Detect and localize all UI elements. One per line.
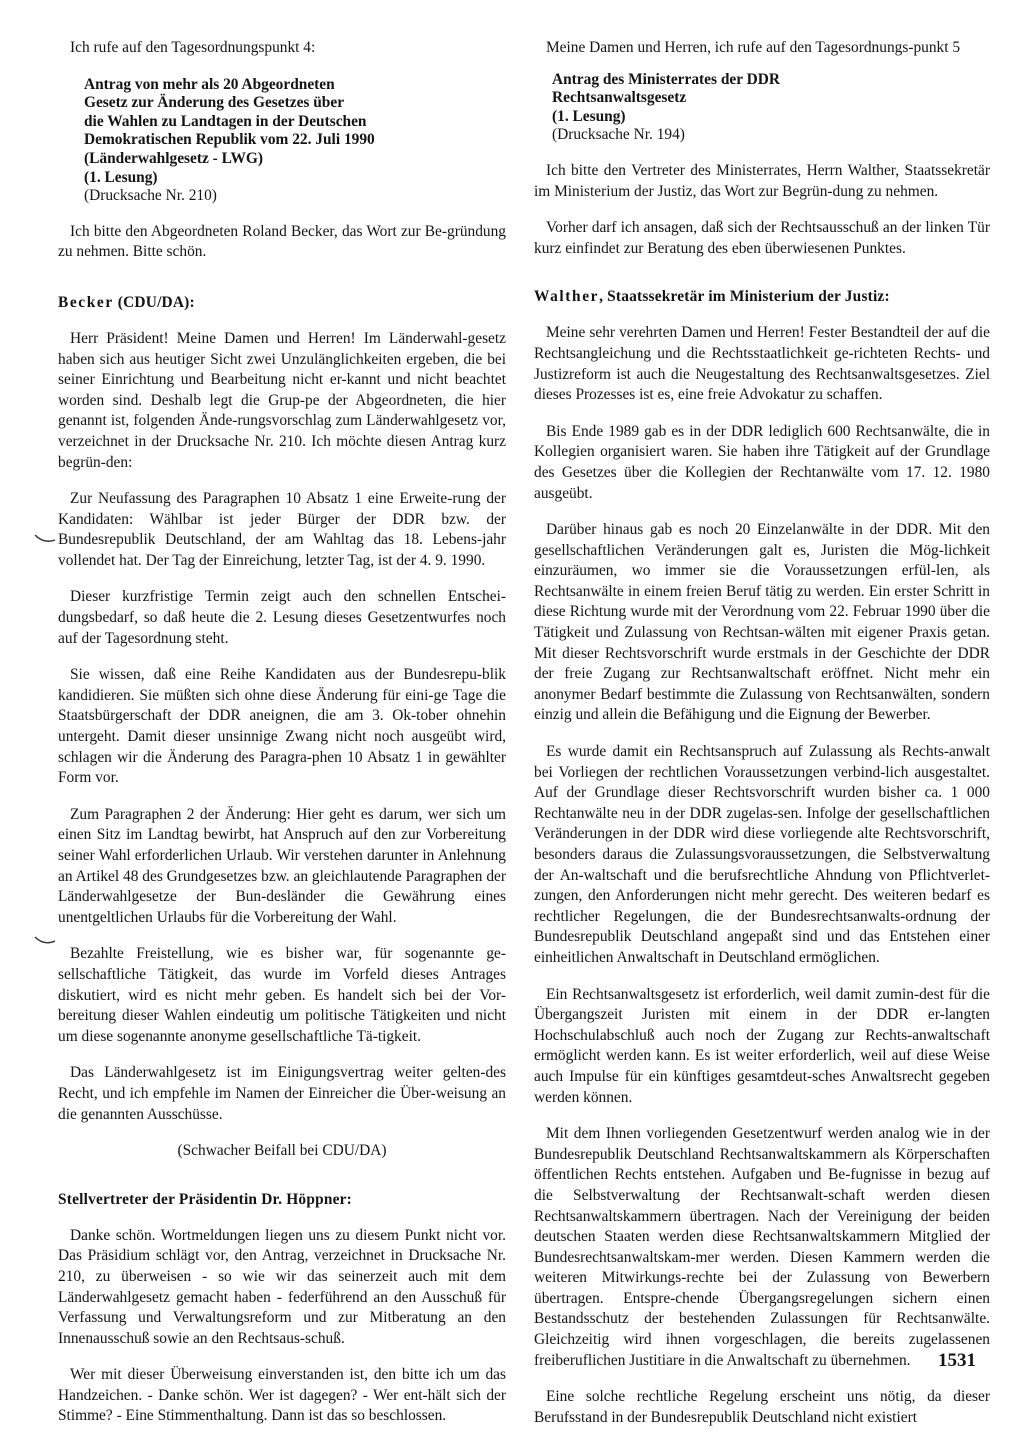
agenda-line: Antrag des Ministerrates der DDR xyxy=(552,70,780,88)
paragraph: Ein Rechtsanwaltsgesetz ist erforderlich, weil damit zumin-dest für die Übergangszeit Juristen mit einem in der DDR er-langten Hochschulabschluß auch noch der Zugang zur Rechts-anwaltschaft ermöglicht werden kann. Es ist weiter erforderlich, weil auf diese Weise auch Impulse für ein künftiges gesamtdeut-sches Anwaltsrecht gegeben werden können. xyxy=(534,985,990,1106)
paragraph: Dieser kurzfristige Termin zeigt auch den schnellen Entschei-dungsbedarf, so daß heute die 2. Lesung dieses Gesetzentwurfes noch auf der Tagesordnung steht. xyxy=(58,588,506,647)
agenda-line: Rechtsanwaltsgesetz xyxy=(552,89,687,107)
agenda-line: Demokratischen Republik vom 22. Juli 1990 xyxy=(84,131,375,149)
speaker-name: Becker xyxy=(58,293,114,311)
agenda-line: die Wahlen zu Landtagen in der Deutschen xyxy=(84,112,367,130)
applause-note: (Schwacher Beifall bei CDU/DA) xyxy=(177,1142,387,1160)
right-column xyxy=(534,38,990,1428)
agenda-line: (1. Lesung) xyxy=(552,107,626,125)
speaker-name: Walther xyxy=(534,288,600,306)
paragraph: Meine sehr verehrten Damen und Herren! Fester Bestandteil der auf die Rechtsangleichung und die Rechtsstaatlichkeit ge-richteten Rechts- und Justizreform ist auch die Neugestaltung des Rechtsanwaltsgesetzes. Ziel dieses Prozesses ist es, eine freie Advokatur zu schaffen. xyxy=(534,324,990,404)
agenda-item-4 xyxy=(84,76,506,206)
margin-check-mark-icon xyxy=(34,934,56,946)
agenda-document-number: (Drucksache Nr. 194) xyxy=(552,126,685,144)
speaker-heading-hoeppner: Stellvertreter der Präsidentin Dr. Höppner: xyxy=(58,1190,352,1208)
speaker-heading-becker xyxy=(58,293,506,313)
paragraph: Es wurde damit ein Rechtsanspruch auf Zulassung als Rechts-anwalt bei Vorliegen der rechtlichen Voraussetzungen verbind-lich ausgestaltet. Auf der Grundlage dieser Rechtsvorschrift wurden bisher ca. 1 000 Rechtanwälte neu in der DDR zugelas-sen. Infolge der gesellschaftlichen Veränderungen in der DDR wird diese vorliegende alte Rechtsvorschrift, besonders daraus die Zulassungsvoraussetzungen, die Selbstverwaltung der An-waltschaft und die berufsrechtliche Ahndung von Pflichtverlet-zungen, den Anforderungen nicht mehr gerecht. Des weiteren bedarf es rechtlicher Regelungen, die der Bundesrechtsanwalts-ordnung der Bundesrepublik Deutschland angepaßt sind und das Entstehen einer einheitlichen Anwaltschaft in Deutschland ermöglichen. xyxy=(534,743,990,966)
left-column xyxy=(58,38,506,1427)
paragraph: Zum Paragraphen 2 der Änderung: Hier geht es darum, wer sich um einen Sitz im Landtag bewirbt, hat Anspruch auf den zur Vorbereitung seiner Wahl erforderlichen Urlaub. Wir verstehen darunter in Anlehnung an Artikel 48 des Grundgesetzes bzw. an gleichlautende Paragraphen der Länderwahlgesetze der Bun-desländer die Gewährung eines unentgeltlichen Urlaubs für die Vorbereitung der Wahl. xyxy=(58,805,506,926)
paragraph: Bis Ende 1989 gab es in der DDR lediglich 600 Rechtsanwälte, die in Kollegien organisiert waren. Sie haben ihre Tätigkeit auf der Grundlage des Gesetzes über die Kollegien der Rechtanwälte vom 17. 12. 1980 ausgeübt. xyxy=(534,422,990,502)
page-number: 1531 xyxy=(938,1350,976,1371)
paragraph: Wer mit dieser Überweisung einverstanden ist, den bitte ich um das Handzeichen. - Danke schön. Wer ist dagegen? - Wer ent-hält sich der Stimme? - Eine Stimmenthaltung. Dann ist das so beschlossen. xyxy=(58,1366,506,1425)
paragraph: Eine solche rechtliche Regelung erscheint uns nötig, da dieser Berufsstand in der Bundesrepublik Deutschland nicht existiert xyxy=(534,1388,990,1426)
paragraph: Bezahlte Freistellung, wie es bisher war, für sogenannte ge-sellschaftliche Tätigkeit, das wurde im Vorfeld dieses Antrages diskutiert, wird es nicht mehr geben. Es handelt sich bei der Vor-bereitung dieser Wahlen eindeutig um politische Tätigkeiten und nicht um diese sogenannte anonyme gesellschaftliche Tä-tigkeit. xyxy=(58,945,506,1045)
paragraph: Das Länderwahlgesetz ist im Einigungsvertrag weiter gelten-des Recht, und ich empfehle im Namen der Einreicher die Über-weisung an die genannten Ausschüsse. xyxy=(58,1064,506,1123)
margin-check-mark-icon xyxy=(34,532,56,544)
paragraph: Zur Neufassung des Paragraphen 10 Absatz 1 eine Erweite-rung der Kandidaten: Wählbar ist jeder Bürger der DDR bzw. der Bundesrepublik Deutschland, der am Wahltag das 18. Lebens-jahr vollendet hat. Der Tag der Einreichung, letzter Tag, ist der 4. 9. 1990. xyxy=(58,490,506,569)
paragraph: Darüber hinaus gab es noch 20 Einzelanwälte in der DDR. Mit den gesellschaftlichen Veränderungen galt es, Juristen die Mög-lichkeit einzuräumen, wo immer sie die Voraussetzungen erfül-len, als Rechtsanwälte in einem freien Beruf tätig zu werden. Ein erster Schritt in diese Richtung wurde mit der Verordnung vom 22. Februar 1990 über die Tätigkeit und Zulassung von Rechtsan-wälten mit eigener Praxis getan. Mit dieser Rechtsvorschrift wurde erstmals in der Geschichte der DDR der freie Zugang zur Rechtsanwaltschaft eröffnet. Nicht mehr ein anonymer Bedarf bestimmte die Zulassung von Rechtsanwälten, sondern einzig und allein die Befähigung und die Eignung der Bewerber. xyxy=(534,521,990,724)
paragraph: Sie wissen, daß eine Reihe Kandidaten aus der Bundesrepu-blik kandidieren. Sie müßten sich ohne diese Änderung für eini-ge Tage die Staatsbürgerschaft der DDR aneignen, die am 3. Ok-tober ohnehin untergeht. Damit dieser unsinnige Zwang nicht noch ausgeübt wird, schlagen wir die Änderung des Paragra-phen 10 Absatz 1 in gewählter Form vor. xyxy=(58,666,506,787)
paragraph: Herr Präsident! Meine Damen und Herren! Im Länderwahl-gesetz haben sich aus heutiger Sicht zwei Unzulänglichkeiten ergeben, die bei seiner Einrichtung und Bearbeitung nicht er-kannt und nicht beachtet worden sind. Deshalb legt die Grup-pe der Abgeordneten, die hier genannt ist, folgenden Ände-rungsvorschlag zum Länderwahlgesetz vor, verzeichnet in der Drucksache Nr. 210. Ich möchte diesen Antrag kurz begrün-den: xyxy=(58,329,506,471)
paragraph: Mit dem Ihnen vorliegenden Gesetzentwurf werden analog wie in der Bundesrepublik Deutschland Rechtsanwaltskammern als Körperschaften öffentlichen Rechts entstehen. Aufgaben und Be-fugnisse in bezug auf die Selbstverwaltung der Rechtsanwalt-schaft werden diesen Rechtsanwaltskammern übertragen. Nach der Vereinigung der beiden deutschen Staaten werden diese Rechtsanwaltskammern Mitglied der Bundesrechtsanwaltskam-mer werden. Diesen Kammern werden die weiteren Mitwirkungs-rechte bei der Zulassung von Bewerbern übertragen. Entspre-chende Übergangsregelungen sichern einen Bestandsschutz der bestehenden Zulassungen für Rechtsanwälte. Gleichzeitig wird ihnen vorgeschlagen, die bereits zugelassenen freiberuflichen Justitiare in die Anwaltschaft zu übernehmen. xyxy=(534,1125,990,1369)
paragraph: Vorher darf ich ansagen, daß sich der Rechtsausschuß an der linken Tür kurz einfindet zur Beratung des eben überwiesenen Punktes. xyxy=(534,219,990,257)
speaker-title: , Staatssekretär im Ministerium der Justiz: xyxy=(599,288,890,306)
agenda-document-number: (Drucksache Nr. 210) xyxy=(84,187,217,205)
agenda-intro: Meine Damen und Herren, ich rufe auf den Tagesordnungs-punkt 5 xyxy=(546,39,961,56)
agenda-line: Antrag von mehr als 20 Abgeordneten xyxy=(84,75,335,93)
agenda-item-5 xyxy=(552,71,990,145)
speaker-party: (CDU/DA): xyxy=(113,293,195,311)
agenda-intro: Ich rufe auf den Tagesordnungspunkt 4: xyxy=(70,39,316,56)
paragraph: Danke schön. Wortmeldungen liegen uns zu diesem Punkt nicht vor. Das Präsidium schlägt vor, den Antrag, verzeichnet in Drucksache Nr. 210, zu überweisen - so wie wir das seinerzeit auch mit dem Länderwahlgesetz gemacht haben - federführend an den Ausschuß für Verfassung und Verwaltungsreform und zur Mitberatung an den Innenausschuß sowie an den Rechtsaus-schuß. xyxy=(58,1226,506,1347)
agenda-line: (1. Lesung) xyxy=(84,168,158,186)
speaker-heading-walther xyxy=(534,287,990,307)
agenda-line: Gesetz zur Änderung des Gesetzes über xyxy=(84,94,345,112)
paragraph: Ich bitte den Abgeordneten Roland Becker, das Wort zur Be-gründung zu nehmen. Bitte schön. xyxy=(58,222,506,261)
agenda-line: (Länderwahlgesetz - LWG) xyxy=(84,149,263,167)
paragraph: Ich bitte den Vertreter des Ministerrates, Herrn Walther, Staatssekretär im Ministerium der Justiz, das Wort zur Begrün-dung zu nehmen. xyxy=(534,161,990,200)
